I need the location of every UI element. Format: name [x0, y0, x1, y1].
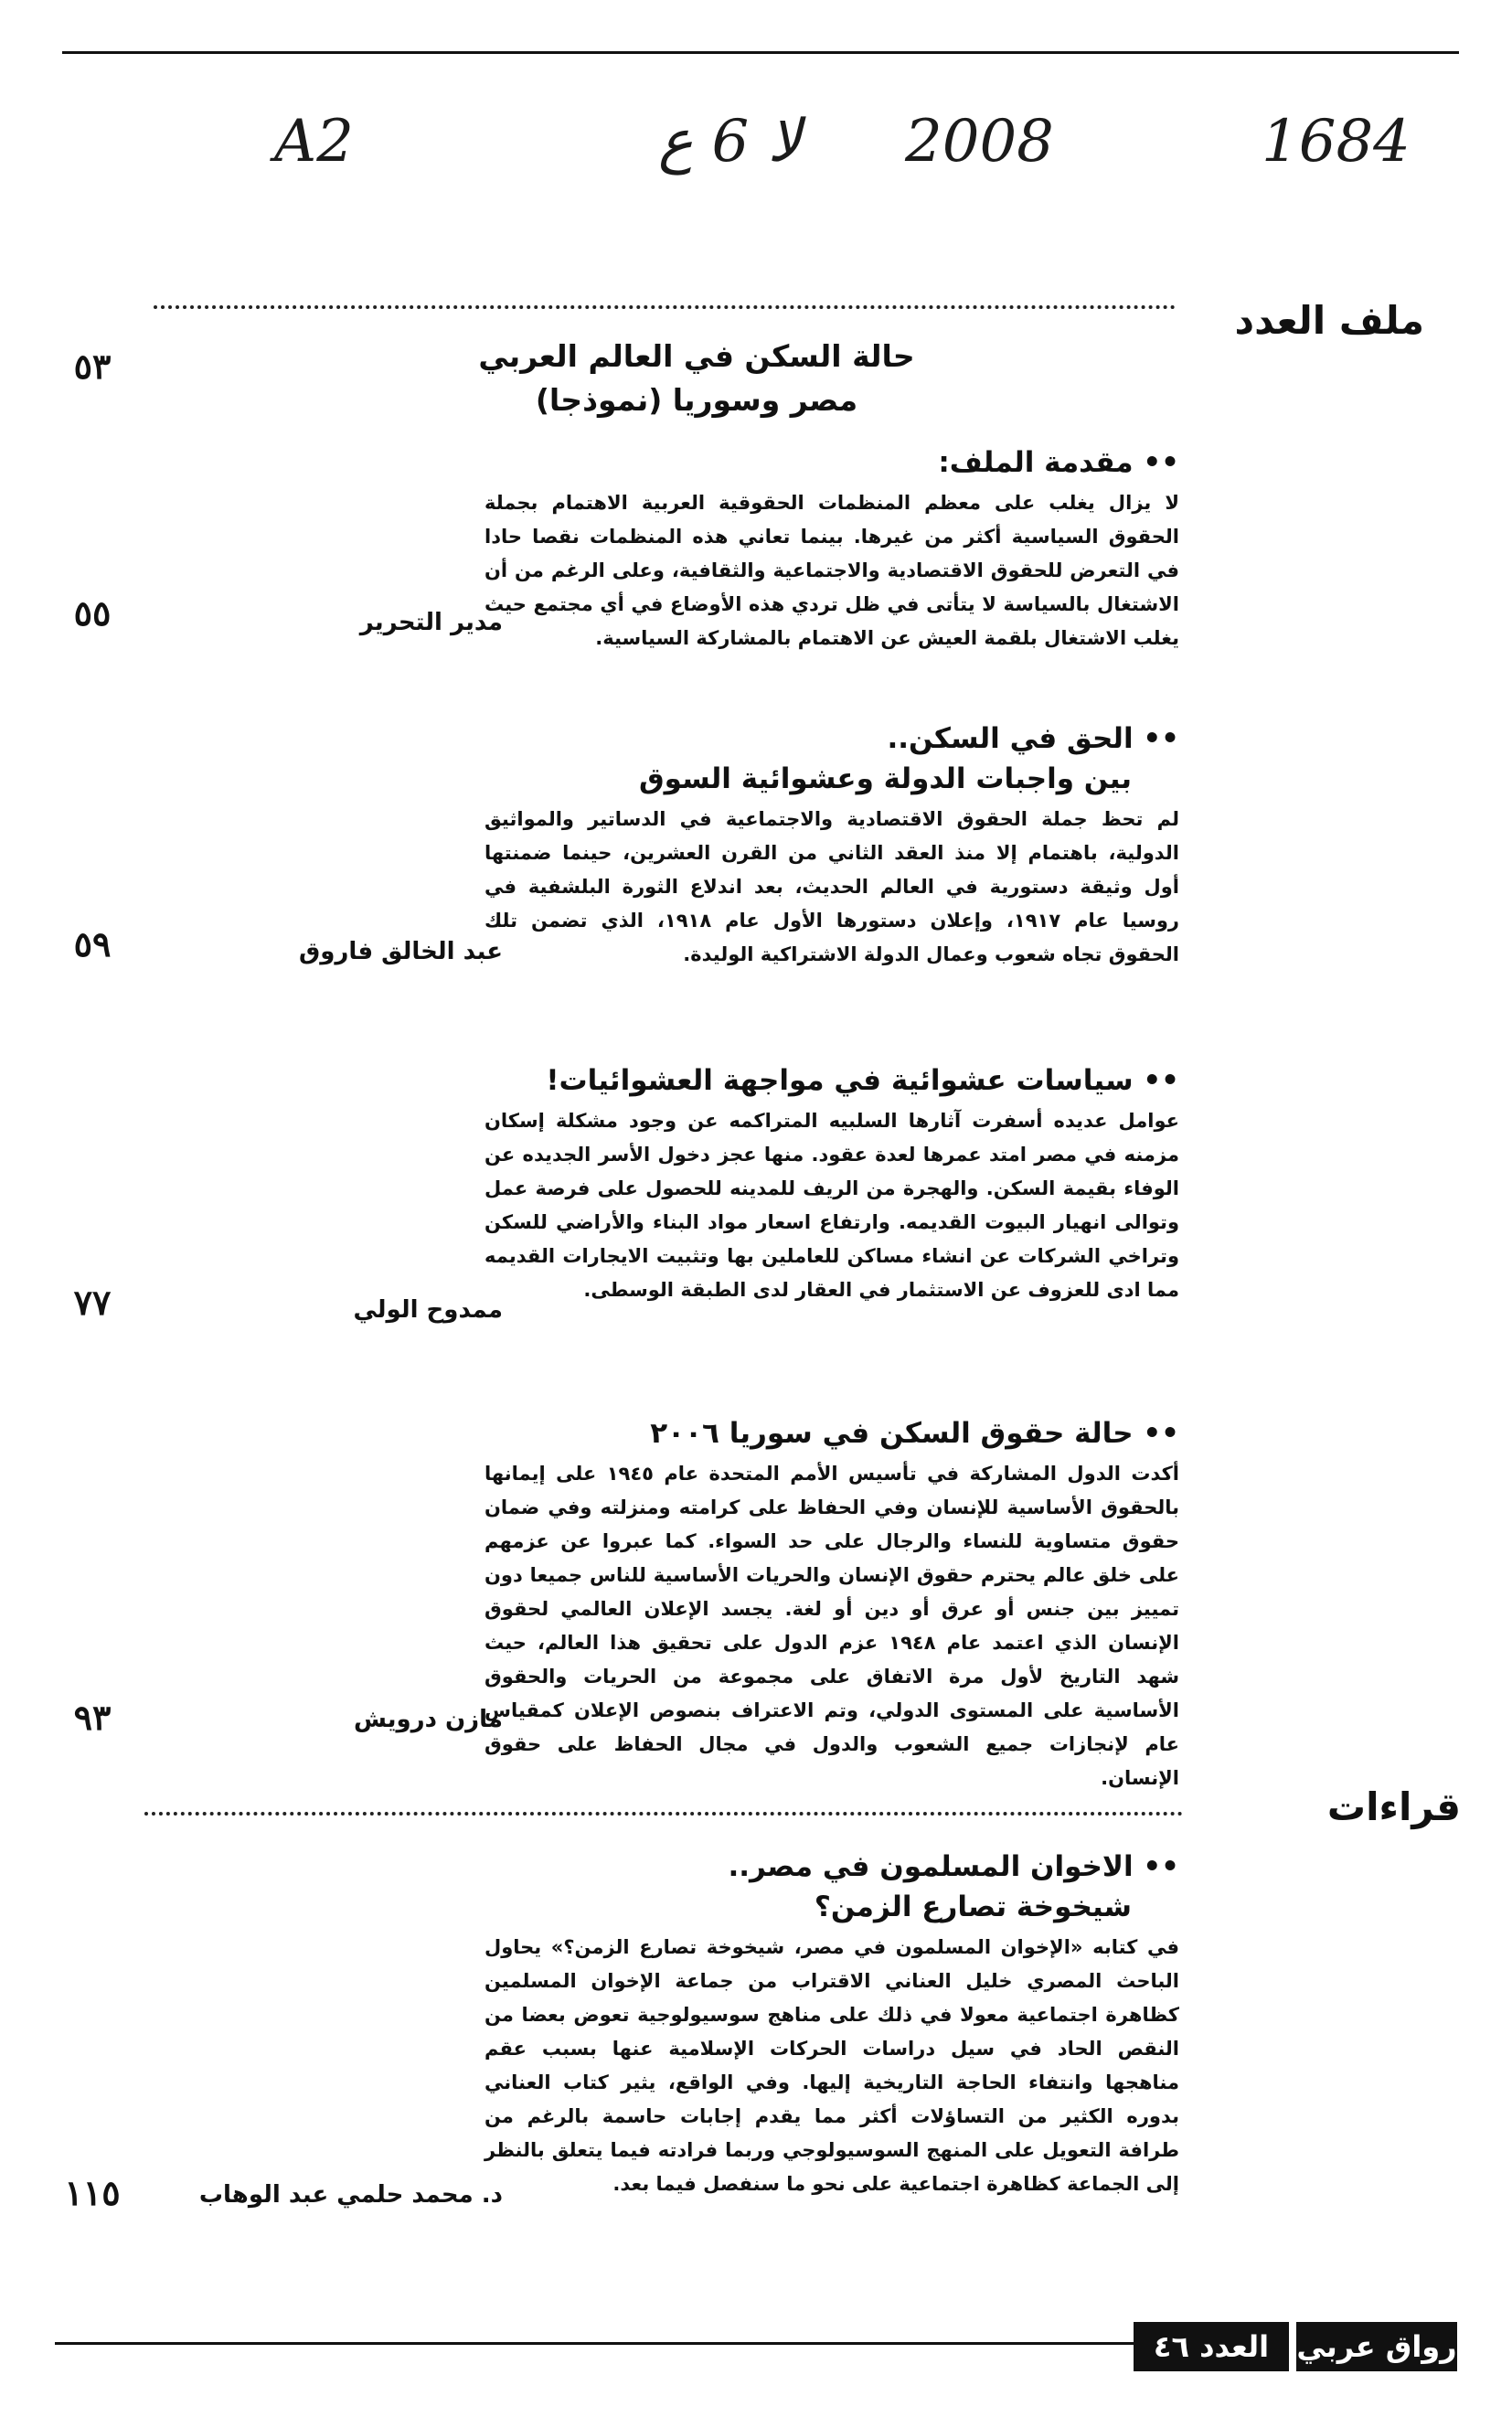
- section-title-file: ملف العدد: [1234, 298, 1424, 343]
- article-title: •• مقدمة الملف:: [938, 446, 1179, 479]
- handwritten-note-year: 2008: [905, 108, 1054, 176]
- article-subtitle: بين واجبات الدولة وعشوائية السوق: [638, 762, 1132, 795]
- page-number: ٧٧: [73, 1282, 112, 1323]
- article-muslim-brotherhood: [484, 1847, 1179, 2201]
- article-body: لم تحظ جملة الحقوق الاقتصادية والاجتماعية في الدساتير والمواثيق الدولية، باهتمام إلا منذ العقد الثاني من القرن العشرين، حينما ضمنتها أول وثيقة دستورية في العالم الحديث، بعد اندلاع الثورة البلشفية في روسيا عام ١٩١٧، وإعلان دستورها الأول عام ١٩١٨، الذي تضمن تلك الحقوق تجاه شعوب وعمال الدولة الاشتراكية الوليدة.: [484, 808, 1179, 965]
- article-title: [484, 1847, 1179, 1927]
- page-number: ٥٥: [73, 592, 112, 634]
- top-rule: [62, 51, 1459, 54]
- article-body: عوامل عديده أسفرت آثارها السلبيه المتراكمه عن وجود مشكلة إسكان مزمنه في مصر امتد عمرها لعدة عقود. منها عجز دخول الأسر الجديده عن الوفاء بقيمة السكن. والهجرة من الريف للمدينه للحصول على فرصة عمل وتوالى انهيار البيوت القديمه. وارتفاع اسعار مواد البناء والأراضي للسكن وتراخي الشركات عن انشاء مساكن للعاملين بها وتثبيت الايجارات القديمه مما ادى للعزوف عن الاستثمار في العقار لدى الطبقة الوسطى.: [484, 1110, 1179, 1301]
- article-author: مدير التحرير: [359, 609, 503, 636]
- article-title: [484, 719, 1179, 799]
- file-title: [331, 335, 1062, 422]
- article-title-main: •• الحق في السكن..: [887, 722, 1179, 755]
- bottom-rule: [55, 2342, 1134, 2345]
- article-title-main: •• الاخوان المسلمون في مصر..: [728, 1850, 1179, 1883]
- section-divider-file: [154, 305, 1176, 309]
- article-right-to-housing: [484, 719, 1179, 972]
- page-number: ٩٣: [73, 1697, 112, 1738]
- article-syria-housing: [484, 1413, 1179, 1795]
- article-file-intro: [484, 442, 1179, 655]
- handwritten-note-left: A2: [274, 108, 354, 176]
- article-author: د. محمد حلمي عبد الوهاب: [198, 2181, 503, 2209]
- footer-magazine-name: رواق عربي: [1296, 2322, 1457, 2371]
- page-number: ١١٥: [64, 2172, 121, 2213]
- article-title: •• حالة حقوق السكن في سوريا ٢٠٠٦: [650, 1417, 1179, 1450]
- page-number: ٥٩: [73, 923, 112, 964]
- article-body: لا يزال يغلب على معظم المنظمات الحقوقية العربية الاهتمام بجملة الحقوق السياسية أكثر من غيرها. بينما تعاني هذه المنظمات نقصا حادا في التعرض للحقوق الاقتصادية والاجتماعية والثقافية، وعلى الرغم من أن الاشتغال بالسياسة لا يتأتى في ظل تردي هذه الأوضاع في أي مجتمع حيث يغلب الاشتغال بلقمة العيش عن الاهتمام بالمشاركة السياسية.: [484, 492, 1179, 649]
- article-author: عبد الخالق فاروق: [298, 938, 503, 965]
- section-title-readings: قراءات: [1326, 1784, 1461, 1829]
- file-title-line2: مصر وسوريا (نموذجا): [535, 382, 858, 418]
- handwritten-note-mid: لا 6 ع: [658, 108, 802, 176]
- article-body: في كتابه «الإخوان المسلمون في مصر، شيخوخة تصارع الزمن؟» يحاول الباحث المصري خليل العناني الاقتراب من جماعة الإخوان المسلمين كظاهرة اجتماعية معولا في ذلك على مناهج سوسيولوجية تعوض بعضا من النقص الحاد في سيل دراسات الحركات الإسلامية عنها بسبب عقم مناهجها وانتفاء الحاجة التاريخية إليها. وفي الواقع، يثير كتاب العناني بدوره الكثير من التساؤلات أكثر مما يقدم إجابات حاسمة بالرغم من طرافة التعويل على المنهج السوسيولوجي وربما فرادته فيما يتعلق بالنظر إلى الجماعة كظاهرة اجتماعية على نحو ما سنفصل فيما بعد.: [484, 1936, 1179, 2195]
- article-author: ممدوح الولي: [353, 1296, 503, 1324]
- article-subtitle: شيخوخة تصارع الزمن؟: [814, 1890, 1132, 1923]
- article-author: مازن درويش: [353, 1706, 503, 1733]
- section-divider-readings: [144, 1812, 1183, 1816]
- footer-issue-number: العدد ٤٦: [1134, 2322, 1289, 2371]
- article-title: •• سياسات عشوائية في مواجهة العشوائيات!: [546, 1064, 1179, 1097]
- page-number-file: ٥٣: [73, 346, 112, 387]
- article-random-policies: [484, 1060, 1179, 1307]
- article-body: أكدت الدول المشاركة في تأسيس الأمم المتحدة عام ١٩٤٥ على إيمانها بالحقوق الأساسية للإنسان وفي الحفاظ على كرامته ومنزلته وفي ضمان حقوق متساوية للنساء والرجال على حد السواء. كما عبروا عن عزمهم على خلق عالم يحترم حقوق الإنسان والحريات الأساسية للناس جميعا دون تمييز بين جنس أو عرق أو دين أو لغة. يجسد الإعلان العالمي لحقوق الإنسان الذي اعتمد عام ١٩٤٨ عزم الدول على تحقيق هذا العالم، حيث شهد التاريخ لأول مرة الاتفاق على مجموعة من الحريات والحقوق الأساسية على المستوى الدولي، وتم الاعتراف بنصوص الإعلان كمقياس عام لإنجازات جميع الشعوب والدول في مجال الحفاظ على حقوق الإنسان.: [484, 1463, 1179, 1789]
- handwritten-note-number: 1684: [1262, 108, 1411, 176]
- file-title-line1: حالة السكن في العالم العربي: [478, 338, 915, 374]
